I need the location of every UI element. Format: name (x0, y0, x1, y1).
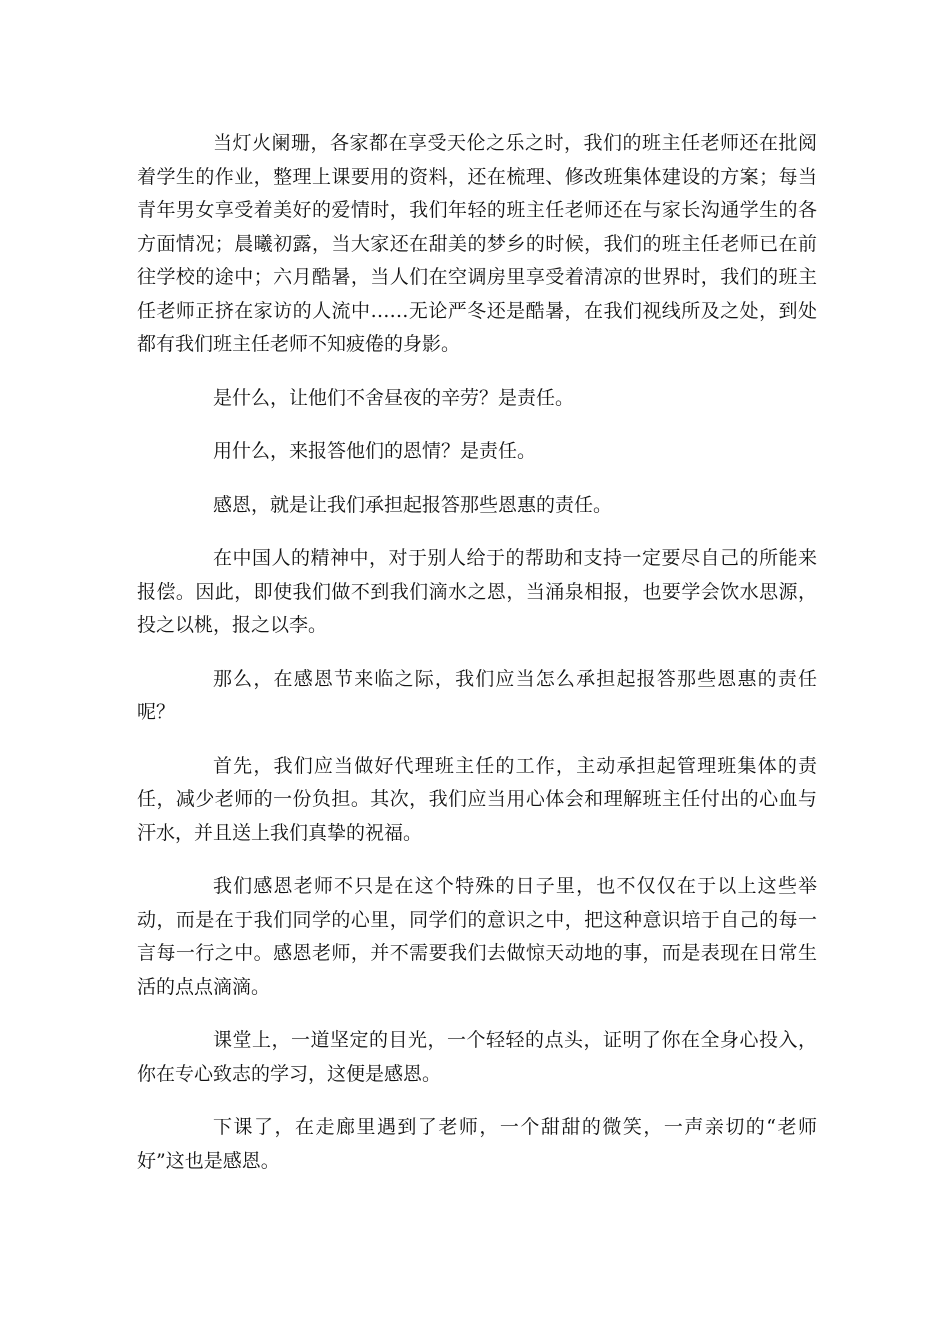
paragraph-9: 课堂上，一道坚定的目光，一个轻轻的点头，证明了你在全身心投入，你在专心致志的学习，这便是感恩。 (137, 1029, 817, 1085)
paragraph-3: 用什么，来报答他们的恩情？是责任。 (213, 440, 537, 462)
paragraph-7: 首先，我们应当做好代理班主任的工作，主动承担起管理班集体的责任，减少老师的一份负担。其次，我们应当用心体会和理解班主任付出的心血与汗水，并且送上我们真挚的祝福。 (137, 754, 817, 844)
paragraph-1: 当灯火阑珊，各家都在享受天伦之乐之时，我们的班主任老师还在批阅着学生的作业，整理上课要用的资料，还在梳理、修改班集体建设的方案；每当青年男女享受着美好的爱情时，我们年轻的班主任老师还在与家长沟通学生的各方面情况；晨曦初露，当大家还在甜美的梦乡的时候，我们的班主任老师已在前往学校的途中；六月酷暑，当人们在空调房里享受着清凉的世界时，我们的班主任老师正挤在家访的人流中……无论严冬还是酷暑，在我们视线所及之处，到处都有我们班主任老师不知疲倦的身影。 (137, 132, 817, 355)
paragraph-6: 那么，在感恩节来临之际，我们应当怎么承担起报答那些恩惠的责任呢？ (137, 667, 817, 723)
document-body (137, 127, 817, 1198)
paragraph-5: 在中国人的精神中，对于别人给于的帮助和支持一定要尽自己的所能来报偿。因此，即使我们做不到我们滴水之恩，当涌泉相报，也要学会饮水思源，投之以桃，报之以李。 (137, 547, 817, 636)
paragraph-2: 是什么，让他们不舍昼夜的辛劳？是责任。 (213, 386, 575, 409)
paragraph-10: 下课了，在走廊里遇到了老师，一个甜甜的微笑，一声亲切的“老师好”这也是感恩。 (137, 1116, 817, 1172)
paragraph-4: 感恩，就是让我们承担起报答那些恩惠的责任。 (213, 493, 613, 516)
paragraph-8: 我们感恩老师不只是在这个特殊的日子里，也不仅仅在于以上这些举动，而是在于我们同学的心里，同学们的意识之中，把这种意识培于自己的每一言每一行之中。感恩老师，并不需要我们去做惊天动地的事，而是表现在日常生活的点点滴滴。 (137, 875, 817, 998)
